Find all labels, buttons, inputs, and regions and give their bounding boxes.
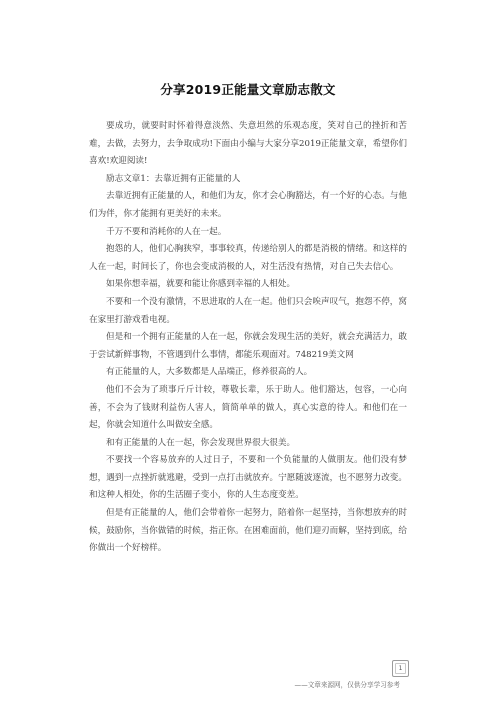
paragraph: 但是和一个拥有正能量的人在一起，你就会发现生活的美好，就会充满活力，敢于尝试新鲜事物，不管遇到什么事情，都能乐观面对。748219美文网 [89, 332, 407, 360]
paragraph: 如果你想幸福，就要和能让你感到幸福的人相处。 [106, 279, 296, 290]
page-number: 1 [398, 665, 403, 672]
article-body [89, 118, 407, 558]
paragraph: 和有正能量的人在一起，你会发现世界很大很美。 [106, 437, 296, 448]
paragraph: 不要和一个没有激情，不思进取的人在一起。他们只会唉声叹气，抱怨不停，窝在家里打游戏看电视。 [89, 296, 407, 325]
paragraph: 抱怨的人，他们心胸狭窄，事事较真，传递给别人的都是消极的情绪。和这样的人在一起，时间长了，你也会变成消极的人，对生活没有热情，对自己失去信心。 [89, 244, 407, 272]
page-number-badge [392, 660, 409, 677]
paragraph: 千万不要和消耗你的人在一起。 [106, 226, 227, 237]
paragraph: 他们不会为了琐事斤斤计较，尊敬长辈，乐于助人。他们豁达，包容，一心向善，不会为了钱财利益伤人害人，简简单单的做人，真心实意的待人。和他们在一起，你就会知道什么叫做安全感。 [89, 384, 407, 431]
paragraph-heading-1: 励志文章1：去靠近拥有正能量的人 [106, 173, 241, 184]
paragraph-intro: 要成功，就要时时怀着得意淡然、失意坦然的乐观态度，笑对自己的挫折和苦难，去做，去努力，去争取成功!下面由小编与大家分享2019正能量文章，希望你们喜欢!欢迎阅读! [89, 121, 407, 167]
paragraph: 不要找一个容易放弃的人过日子，不要和一个负能量的人做朋友。他们没有梦想，遇到一点挫折就逃避，受到一点打击就放弃。宁愿随波逐流，也不愿努力改变。和这种人相处，你的生活圈子变小，你的人生态度变差。 [89, 455, 407, 501]
paragraph: 但是有正能量的人，他们会带着你一起努力，陪着你一起坚持，当你想放弃的时候，鼓励你，当你做错的时候，指正你。在困难面前，他们迎刃而解，坚持到底，给你做出一个好榜样。 [89, 508, 407, 554]
footer-source-note: ——文章来源网，仅供分享学习参考 [294, 681, 400, 689]
document-title: 分享2019正能量文章励志散文 [160, 82, 336, 97]
paragraph: 有正能量的人，大多数都是人品端正，修养很高的人。 [106, 367, 313, 378]
paragraph: 去靠近拥有正能量的人，和他们为友，你才会心胸豁达，有一个好的心态。与他们为伴，你才能拥有更美好的未来。 [89, 191, 407, 219]
